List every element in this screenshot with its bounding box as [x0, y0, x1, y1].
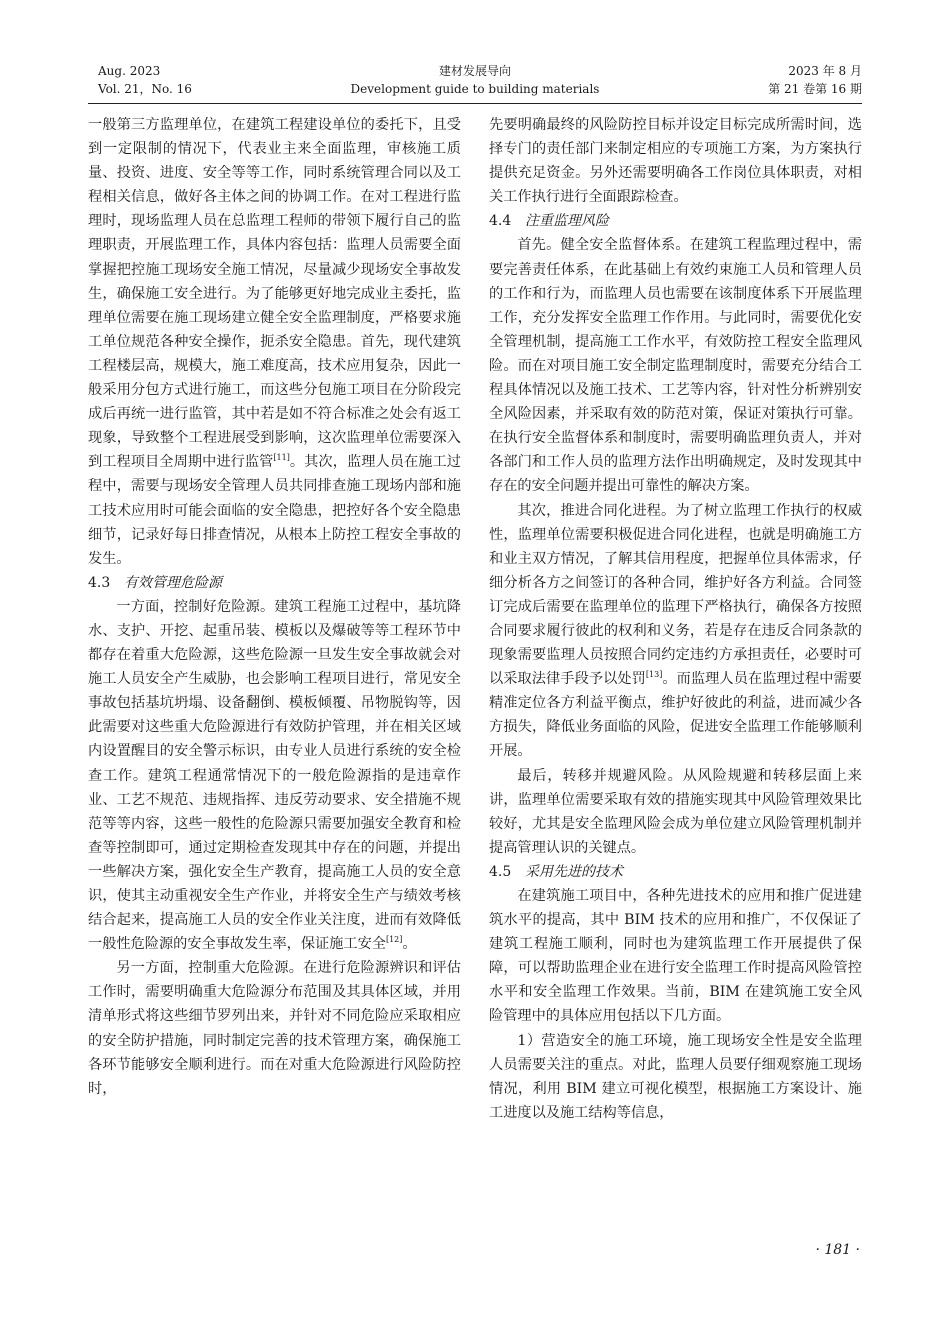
paragraph-text: 。 — [402, 936, 417, 953]
citation-ref: [11] — [273, 453, 290, 463]
section-number: 4.3 — [88, 574, 111, 591]
citation-ref: [13] — [645, 670, 663, 680]
paragraph: 先要明确最终的风险防控目标并设定目标完成所需时间，选择专门的责任部门来制定相应的专项施工方案，为方案执行提供充足资金。另外还需要明确各工作岗位具体职责，对相关工作执行进行全面跟踪检查。 — [489, 117, 862, 206]
running-header — [88, 62, 862, 102]
journal-title-en: Development guide to building materials — [350, 82, 600, 96]
section-number: 4.4 — [489, 213, 512, 230]
section-title: 注重监理风险 — [525, 213, 609, 230]
paragraph: 在建筑施工项目中，各种先进技术的应用和推广促进建筑水平的提高，其中 BIM 技术的应用和推广，不仅保证了建筑工程施工顺利，同时也为建筑监理工作开展提供了保障，可以帮助监理企业在进行安全监理工作时提高风险管控水平和安全监理工作效果。当前，BIM 在建筑施工安全风险管理中的具体应用包括以下几方面。 — [489, 888, 862, 1025]
right-column — [489, 113, 862, 1125]
paragraph-text: 一般第三方监理单位，在建筑工程建设单位的委托下，且受到一定限制的情况下，代表业主来全面监理，审核施工质量、投资、进度、安全等等工作，同时系统管理合同以及工程相关信息，做好各主体之间的协调工作。在对工程进行监理时，现场监理人员在总监理工程师的带领下履行自己的监理职责，开展监理工作，具体内容包括：监理人员需要全面掌握把控施工现场安全施工情况，尽量减少现场安全事故发生，确保施工安全进行。为了能够更好地完成业主委托，监理单位需要在施工现场建立健全安全监理制度，严格要求施工单位规范各种安全操作，扼杀安全隐患。首先，现代建筑工程楼层高，规模大，施工难度高，技术应用复杂，因此一般采用分包方式进行施工，而这些分包施工项目在分阶段完成后再统一进行监管，其中若是如不符合标准之处会有返工现象，导致整个工程进展受到影响，这次监理单位需要深入到工程项目全周期中进行监管 — [88, 117, 461, 471]
paragraph — [88, 113, 461, 571]
section-title: 采用先进的技术 — [525, 863, 623, 880]
header-rule — [88, 103, 862, 104]
paragraph-text: 一方面，控制好危险源。建筑工程施工过程中，基坑降水、支护、开挖、起重吊装、模板以及爆破等等工程环节中都存在着重大危险源，这些危险源一旦发生安全事故就会对施工人员安全产生威胁，也会影响工程项目进行，常见安全事故包括基坑坍塌、设备翻倒、模板倾覆、吊物脱钩等，因此需要对这些重大危险源进行有效防护管理，并在相关区域内设置醒目的安全警示标识，由专业人员进行系统的安全检查工作。建筑工程通常情况下的一般危险源指的是违章作业、工艺不规范、违规指挥、违反劳动要求、安全措施不规范等等内容，这些一般性的危险源只需要加强安全教育和检查等控制即可，通过定期检查发现其中存在的问题，并提出一些解决方案，强化安全生产教育，提高施工人员的安全意识，使其主动重视安全生产作业，并将安全生产与绩效考核结合起来，提高施工人员的安全作业关注度，进而有效降低一般性危险源的安全事故发生率，保证施工安全 — [88, 598, 461, 953]
issue-date-cn: 2023 年 8 月 — [788, 64, 862, 78]
header-right — [768, 62, 862, 98]
section-heading-4-5 — [489, 860, 862, 884]
page-number: · 181 · — [815, 1242, 860, 1258]
section-title: 有效管理危险源 — [124, 574, 222, 591]
paragraph: 最后，转移并规避风险。从风险规避和转移层面上来讲，监理单位需要采取有效的措施实现其中风险管理效果比较好，尤其是安全监理风险会成为单位建立风险管理机制并提高管理认识的关键点。 — [489, 767, 862, 856]
section-heading-4-3 — [88, 571, 461, 595]
paragraph-text: 。其次，监理人员在施工过程中，需要与现场安全管理人员共同排查施工现场内部和施工技术应用时可能会面临的安全隐患，把控好各个安全隐患细节，记录好每日排查情况，从根本上防控工程安全事故的发生。 — [88, 454, 461, 567]
journal-title-cn: 建材发展导向 — [438, 64, 511, 78]
left-column — [88, 113, 461, 1101]
paragraph — [489, 499, 862, 764]
issue-date-en: Aug. 2023 — [98, 64, 161, 78]
paragraph: 1）营造安全的施工环境，施工现场安全性是安全监理人员需要关注的重点。对此，监理人员要仔细观察施工现场情况，利用 BIM 建立可视化模型，根据施工方案设计、施工进度以及施工结构等信息， — [489, 1032, 862, 1121]
paragraph: 首先。健全安全监督体系。在建筑工程监理过程中，需要完善责任体系，在此基础上有效约束施工人员和管理人员的工作和行为，而监理人员也需要在该制度体系下开展监理工作，充分发挥安全监理工作作用。与此同时，需要优化安全管理机制，提高施工工作水平，有效防控工程安全监理风险。而在对项目施工安全制定监理制度时，需要充分结合工程具体情况以及施工技术、工艺等内容，针对性分析辨别安全风险因素，并采取有效的防范对策，保证对策执行可靠。在执行安全监督体系和制度时，需要明确监理负责人，并对各部门和工作人员的监理方法作出明确规定，及时发现其中存在的安全问题并提出可靠性的解决方案。 — [489, 237, 862, 495]
section-heading-4-4 — [489, 209, 862, 233]
volume-issue-cn: 第 21 卷第 16 期 — [768, 82, 862, 96]
paragraph-text: 。而监理人员在监理过程中需要精准定位各方利益平衡点，维护好彼此的利益，进而减少各方损失，降低业务面临的风险，促进安全监理工作能够顺利开展。 — [489, 671, 862, 760]
header-center — [88, 62, 862, 98]
paragraph — [88, 595, 461, 956]
paragraph-text: 其次，推进合同化进程。为了树立监理工作执行的权威性，监理单位需要积极促进合同化进程，也就是明确施工方和业主双方情况，了解其信用程度，把握单位具体需求，仔细分析各方之间签订的各种合同，维护好各方利益。合同签订完成后需要在监理单位的监理下严格执行，确保各方按照合同要求履行彼此的权利和义务，若是存在违反合同条款的现象需要监理人员按照合同约定违约方承担责任，必要时可以采取法律手段予以处罚 — [489, 502, 862, 688]
volume-issue-en: Vol. 21，No. 16 — [98, 82, 192, 96]
paragraph: 另一方面，控制重大危险源。在进行危险源辨识和评估工作时，需要明确重大危险源分布范围及其具体区域，并用清单形式将这些细节罗列出来，并针对不同危险应采取相应的安全防护措施，同时制定完善的技术管理方案，确保施工各环节能够安全顺利进行。而在对重大危险源进行风险防控时， — [88, 960, 461, 1097]
section-number: 4.5 — [489, 863, 512, 880]
citation-ref: [12] — [385, 935, 403, 945]
